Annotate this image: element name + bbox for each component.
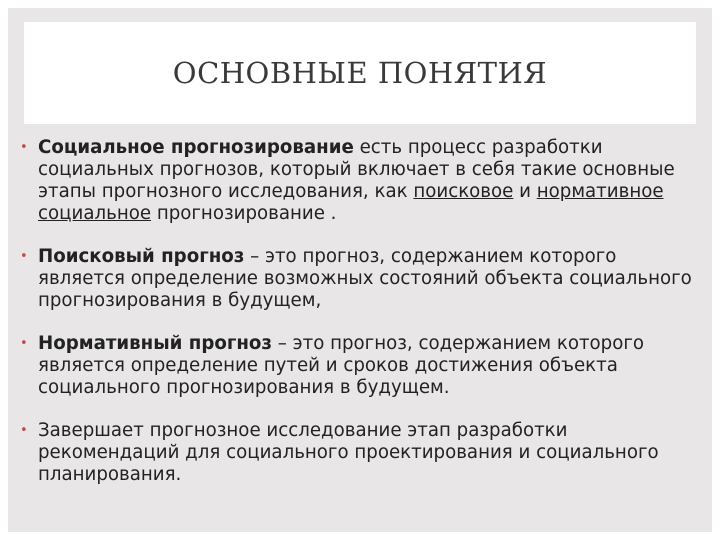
slide [8, 8, 712, 532]
bullet-icon: • [20, 140, 28, 155]
bullet-list [20, 137, 708, 507]
item-text: – это прогноз, содержанием которого является определение возможных состояний объекта социального прогнозирования в будущем, [38, 246, 692, 311]
bullet-icon: • [20, 336, 28, 351]
list-item [20, 333, 708, 399]
item-text: – это прогноз, содержанием которого является определение путей и сроков достижения объекта социального прогнозирования в будущем. [38, 333, 645, 398]
term: Поисковый прогноз [38, 246, 245, 267]
underlined-term-normative: нормативное социальное [38, 181, 664, 224]
slide-title: ОСНОВНЫЕ ПОНЯТИЯ [172, 56, 548, 90]
underlined-term-search: поисковое [413, 181, 514, 202]
item-text: и [513, 181, 537, 202]
bullet-icon: • [20, 249, 28, 264]
list-item [20, 246, 708, 312]
term: Нормативный прогноз [38, 333, 272, 354]
title-box [24, 22, 696, 124]
list-item [20, 137, 708, 225]
bullet-icon: • [20, 423, 28, 438]
item-text: Завершает прогнозное исследование этап разработки рекомендаций для социального проектирования и социального планирования. [38, 420, 659, 485]
list-item [20, 420, 708, 486]
item-text: прогнозирование . [151, 203, 337, 224]
item-text: есть процесс разработки социальных прогнозов, который включает в себя такие основные этапы прогнозного исследования, как [38, 137, 675, 202]
term: Социальное прогнозирование [38, 137, 354, 158]
